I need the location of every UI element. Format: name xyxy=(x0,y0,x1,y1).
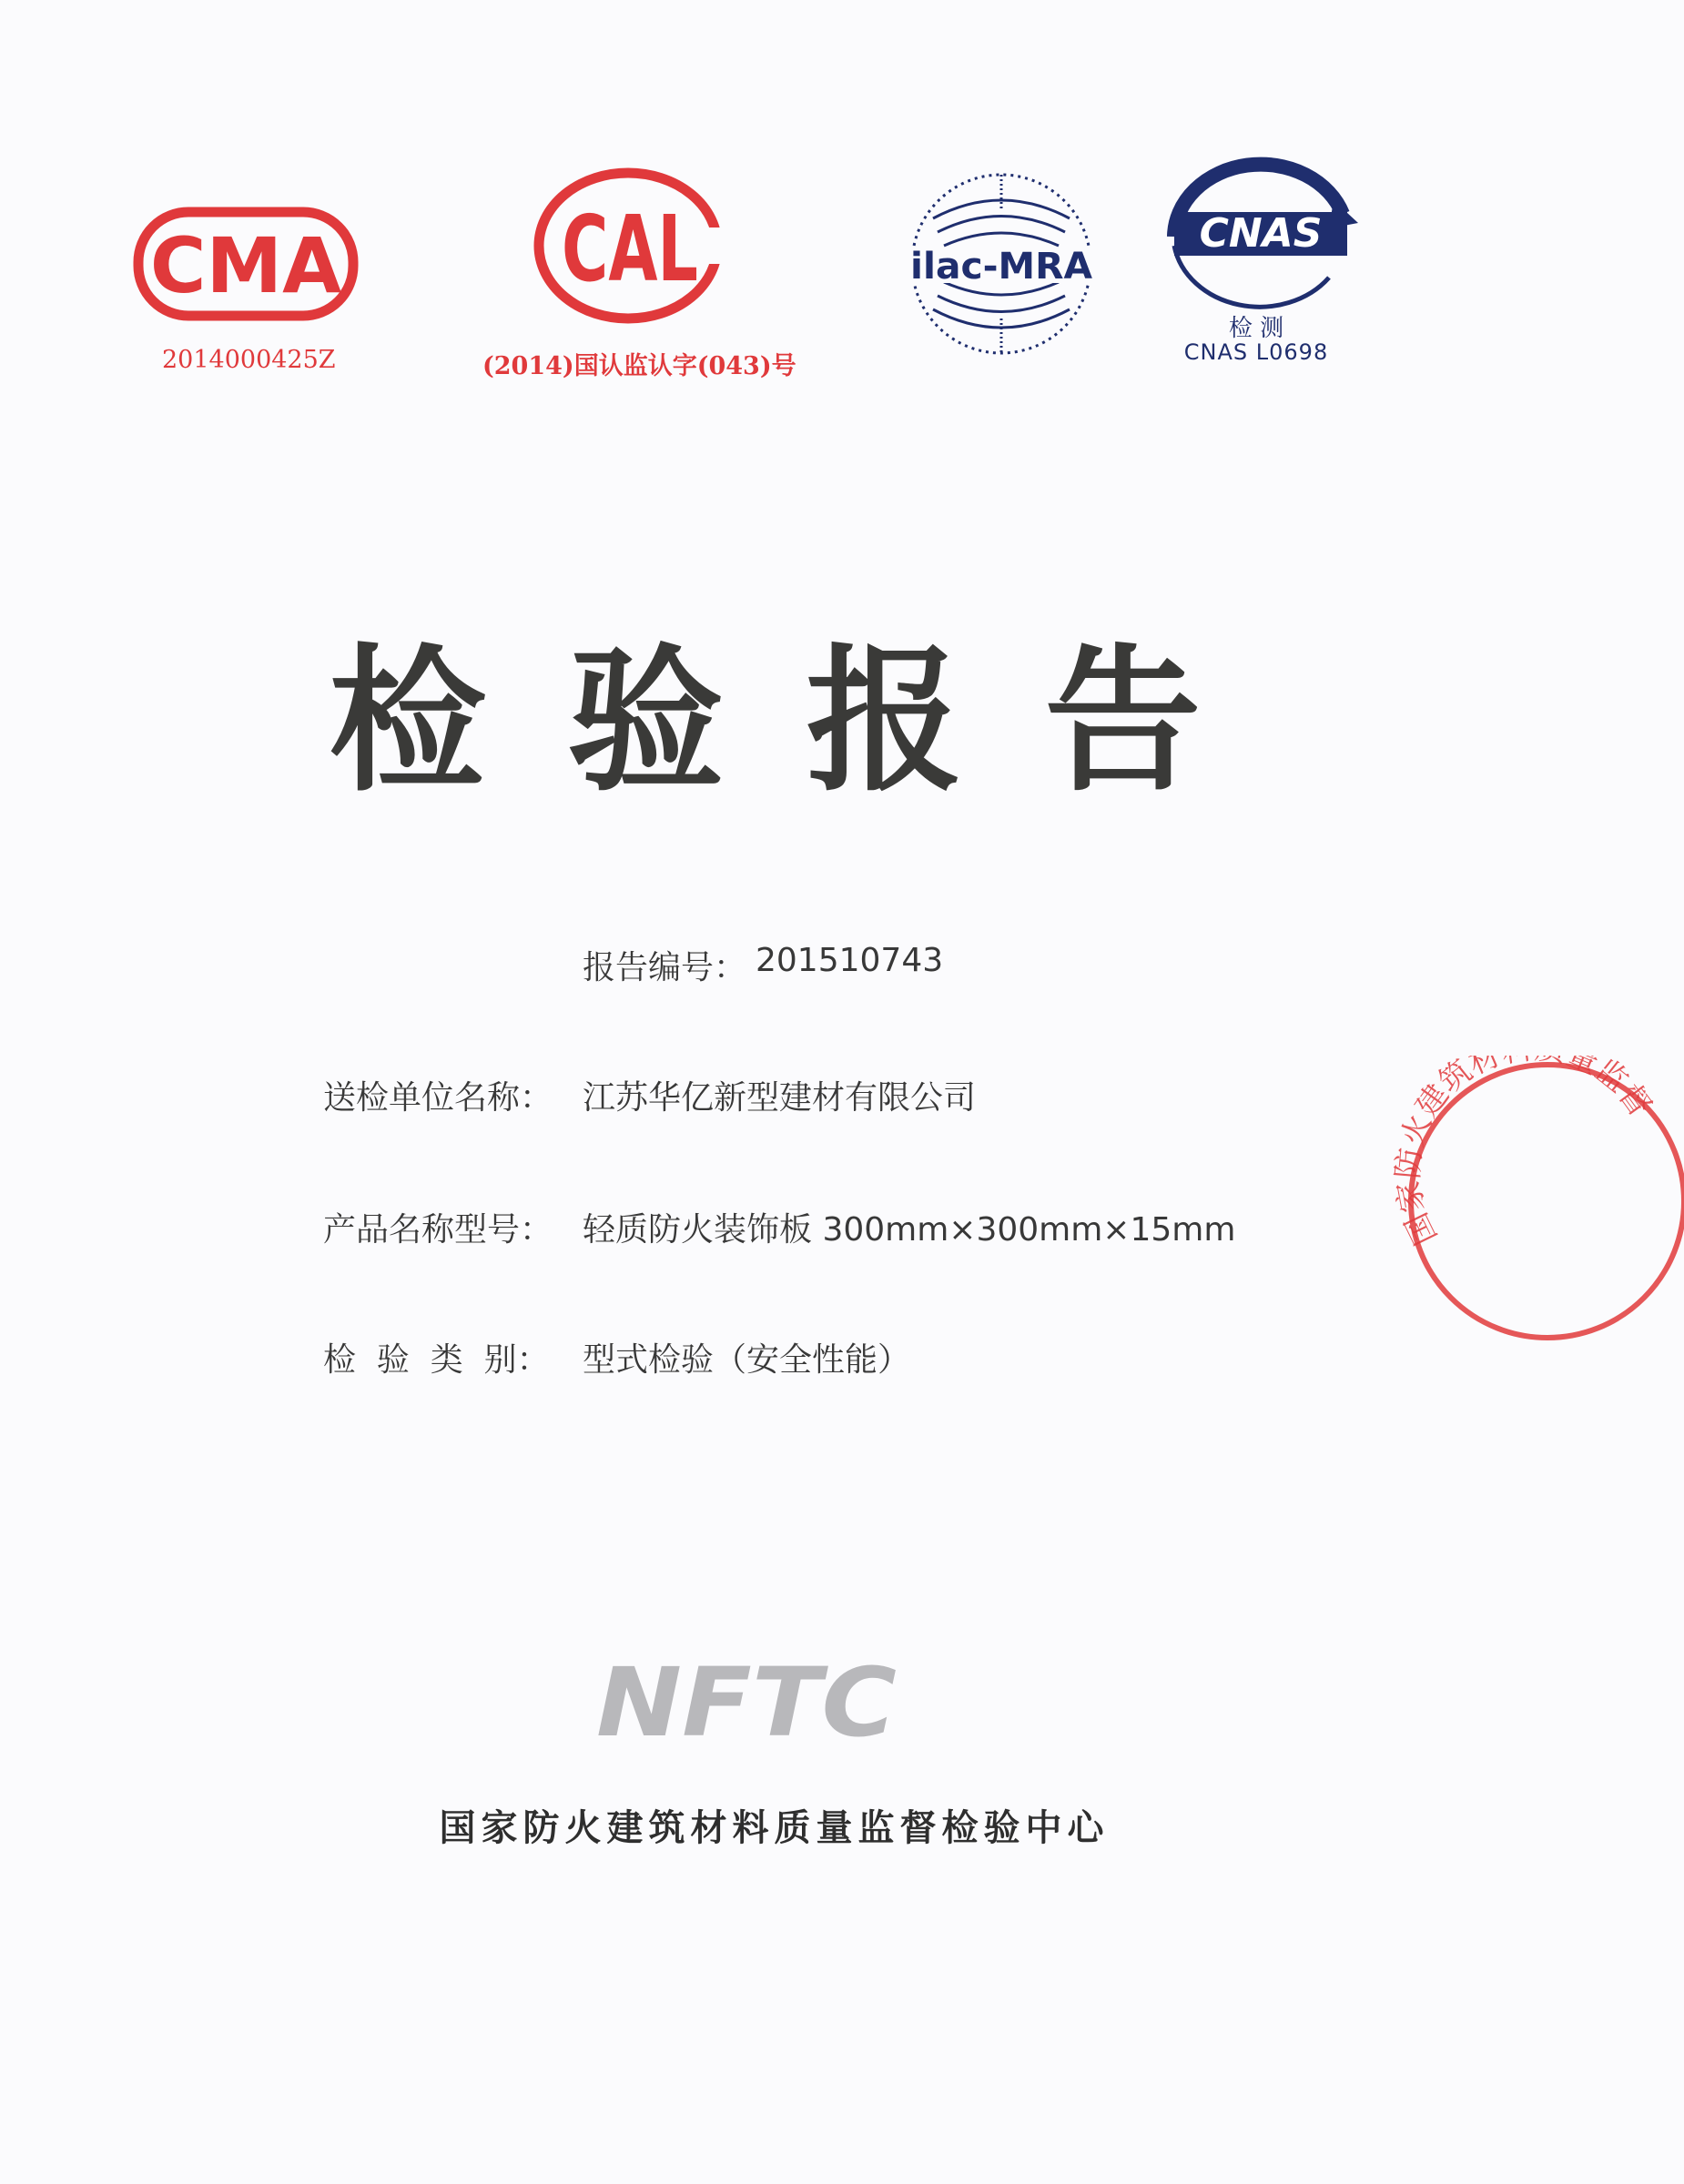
cma-logo xyxy=(127,205,373,387)
nftc-brand xyxy=(583,1647,910,1758)
nftc-text: NFTC xyxy=(596,1647,897,1758)
cal-mark-icon xyxy=(528,164,728,328)
document-title: 检验报告 xyxy=(329,628,1283,813)
report-number-value: 201510743 xyxy=(756,942,944,979)
inspection-type-row xyxy=(0,1334,1548,1380)
cal-logo xyxy=(482,164,796,387)
product-name-row xyxy=(0,1204,1548,1249)
cma-letters: CMA xyxy=(149,221,342,310)
client-name-label: 送检单位名称： xyxy=(323,1079,553,1117)
ilac-text: ilac-MRA xyxy=(910,246,1093,288)
inspection-type-value: 型式检验（安全性能） xyxy=(583,1341,911,1379)
cal-letters: CAL xyxy=(562,196,698,302)
nftc-logo-icon xyxy=(583,1647,910,1758)
product-name-value: 轻质防火装饰板 300mm×300mm×15mm xyxy=(583,1211,1236,1249)
svg-text:国家防火建筑材料质量监督检验中心 xyxy=(1393,1056,1659,1250)
client-name-value: 江苏华亿新型建材有限公司 xyxy=(583,1079,977,1117)
cnas-sub-label: 检 测 xyxy=(1228,315,1284,342)
cnas-code: CNAS L0698 xyxy=(1183,339,1329,365)
client-name-row xyxy=(0,1072,1548,1117)
cma-mark-icon xyxy=(127,205,364,323)
report-number-label: 报告编号： xyxy=(583,949,747,986)
cnas-logo xyxy=(1147,150,1365,373)
official-seal xyxy=(1393,1056,1659,1347)
seal-text: 国家防火建筑材 量监督 xyxy=(1393,1056,1659,1251)
cma-code: 2014000425Z xyxy=(162,346,336,374)
ilac-globe-icon xyxy=(897,155,1106,373)
inspection-type-label: 检 验 类 别： xyxy=(323,1341,550,1379)
product-name-label: 产品名称型号： xyxy=(323,1211,553,1249)
cnas-text: CNAS xyxy=(1199,210,1323,257)
footer-organization: 国家防火建筑材料质量监督检验中心 xyxy=(439,1807,1110,1849)
seal-stamp-icon xyxy=(1393,1056,1684,1347)
cal-code: (2014)国认监认字(043)号 xyxy=(482,352,796,380)
cnas-mark-icon xyxy=(1147,150,1365,318)
ilac-mra-logo xyxy=(897,155,1106,373)
report-number-row xyxy=(0,942,1548,987)
